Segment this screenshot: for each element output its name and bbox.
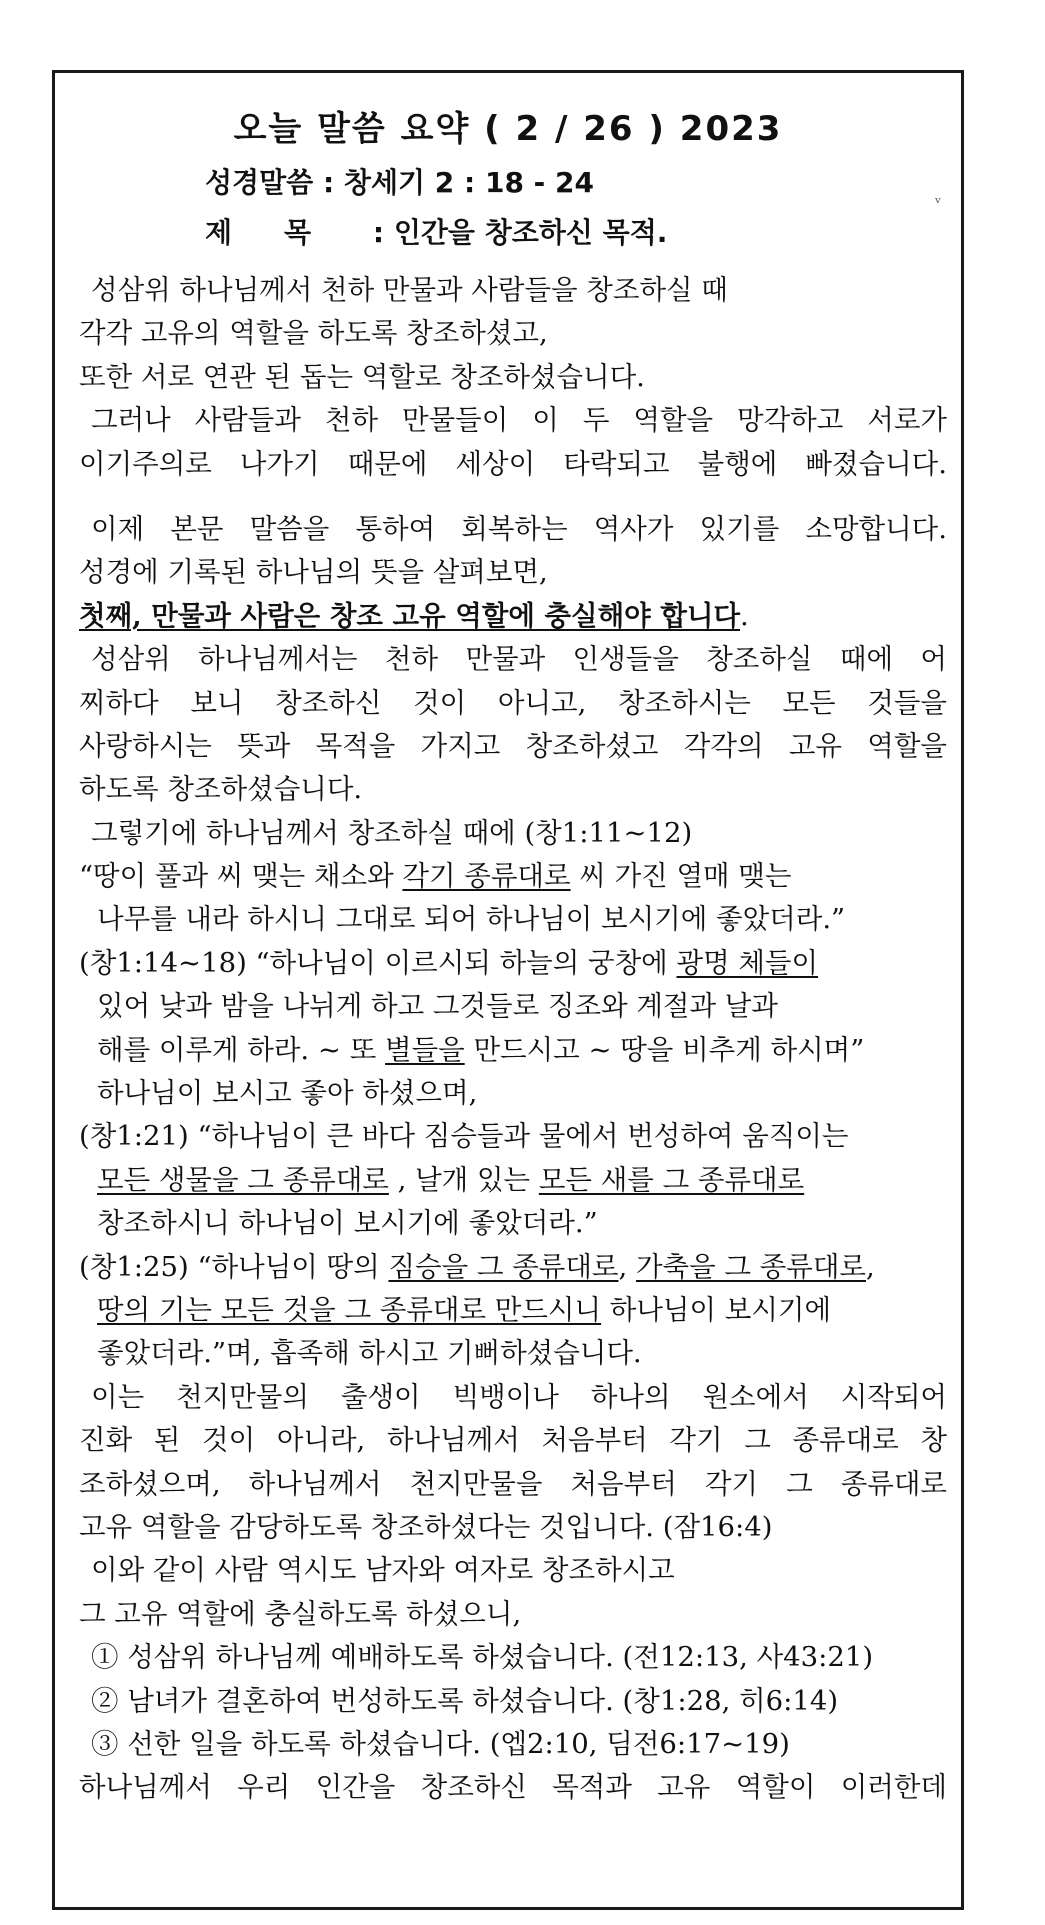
text-line: 성삼위 하나님께서는 천하 만물과 인생들을 창조하실 때에 어	[91, 643, 947, 676]
text-line: 이는 천지만물의 출생이 빅뱅이나 하나의 원소에서 시작되어	[91, 1380, 947, 1413]
text-line: 그러나 사람들과 천하 만물들이 이 두 역할을 망각하고 서로가	[91, 404, 947, 437]
text-line: 찌하다 보니 창조하신 것이 아니고, 창조하시는 모든 것들을	[79, 686, 947, 719]
quote-text: ,	[618, 1250, 636, 1283]
emphasis-period: .	[740, 599, 749, 632]
quote-text: 해를 이루게 하라. ~ 또	[97, 1033, 386, 1066]
subject-label: 제목	[205, 216, 364, 249]
sermon-summary-page	[52, 70, 964, 1910]
subject-separator: :	[363, 216, 394, 249]
text-line: 각각 고유의 역할을 하도록 창조하셨고,	[79, 317, 548, 350]
quote-line	[79, 855, 947, 898]
quote-line: (창1:21) “하나님이 큰 바다 짐승들과 물에서 번성하여 움직이는	[79, 1120, 849, 1153]
underlined-text: 각기 종류대로	[402, 860, 571, 893]
underlined-text: 모든 새를 그 종류대로	[538, 1163, 805, 1196]
underlined-text: 가축을 그 종류대로	[635, 1250, 866, 1283]
underlined-text: 땅의 기는 모든 것을 그 종류대로 만드시니	[97, 1293, 602, 1326]
quote-text: “땅이 풀과 씨 맺는 채소와	[79, 860, 403, 893]
quote-text: ,	[865, 1250, 875, 1283]
underlined-text: 짐승을 그 종류대로	[388, 1250, 619, 1283]
text-line: 또한 서로 연관 된 돕는 역할로 창조하셨습니다.	[79, 360, 645, 393]
emphasis-line	[79, 595, 947, 638]
quote-text: 하나님이 보시기에	[601, 1293, 832, 1326]
quote-text: 만드시고 ~ 땅을 비추게 하시며”	[464, 1033, 865, 1066]
text-line: 하나님이 보시고 좋아 하셨으며,	[97, 1077, 478, 1110]
quote-line	[79, 1289, 947, 1332]
quote-line	[79, 1029, 947, 1072]
underlined-text: 광명 체들이	[676, 946, 819, 979]
text-line: 하나님께서 우리 인간을 창조하신 목적과 고유 역할이 이러한데	[79, 1771, 947, 1804]
text-line: 성삼위 하나님께서 천하 만물과 사람들을 창조하실 때	[91, 274, 728, 306]
scripture-separator: :	[313, 166, 344, 199]
text-line: 그렇기에 하나님께서 창조하실 때에 (창1:11~12)	[91, 816, 693, 849]
quote-line: 창조하시니 하나님이 보시기에 좋았더라.”	[97, 1207, 598, 1240]
text-line: 사랑하시는 뜻과 목적을 가지고 창조하셨고 각각의 고유 역할을	[79, 729, 947, 762]
emphasis-text: 첫째, 만물과 사람은 창조 고유 역할에 충실해야 합니다	[79, 599, 741, 632]
list-item: ③ 선한 일을 하도록 하셨습니다. (엡2:10, 딤전6:17~19)	[91, 1727, 790, 1760]
quote-text: 씨 가진 열매 맺는	[570, 860, 792, 893]
text-line: 좋았더라.”며, 흡족해 하시고 기뻐하셨습니다.	[97, 1337, 642, 1370]
text-line: 조하셨으며, 하나님께서 천지만물을 처음부터 각기 그 종류대로	[79, 1467, 947, 1500]
list-item: ① 성삼위 하나님께 예배하도록 하셨습니다. (전12:13, 사43:21)	[91, 1641, 874, 1674]
text-line: 고유 역할을 감당하도록 창조하셨다는 것입니다. (잠16:4)	[79, 1510, 773, 1543]
page-title: 오늘 말씀 요약 ( 2 / 26 ) 2023	[233, 109, 783, 149]
paragraph-gap	[79, 486, 947, 508]
scripture-reference	[205, 161, 594, 201]
text-line: 진화 된 것이 아니라, 하나님께서 처음부터 각기 그 종류대로 창	[79, 1424, 947, 1457]
quote-text: (창1:25) “하나님이 땅의	[79, 1250, 389, 1283]
quote-line	[79, 1246, 947, 1289]
text-line: 하도록 창조하셨습니다.	[79, 773, 363, 806]
text-line: 그 고유 역할에 충실하도록 하셨으니,	[79, 1597, 522, 1630]
quote-text: (창1:14~18) “하나님이 이르시되 하늘의 궁창에	[79, 946, 677, 979]
text-line: 이제 본문 말씀을 통하여 회복하는 역사가 있기를 소망합니다.	[91, 512, 947, 545]
text-line: 성경에 기록된 하나님의 뜻을 살펴보면,	[79, 556, 548, 589]
scripture-label: 성경말씀	[205, 166, 314, 199]
sermon-subject	[205, 211, 667, 251]
quote-line	[79, 1159, 947, 1202]
margin-mark-icon: ᵛ	[935, 193, 941, 212]
scripture-value: 창세기 2 : 18 - 24	[343, 166, 595, 199]
underlined-text: 모든 생물을 그 종류대로	[97, 1163, 389, 1196]
quote-line: 있어 낮과 밤을 나뉘게 하고 그것들로 징조와 계절과 날과	[97, 990, 778, 1023]
quote-line	[79, 942, 947, 985]
underlined-text: 별들을	[385, 1033, 465, 1066]
text-line: 이와 같이 사람 역시도 남자와 여자로 창조하시고	[91, 1554, 675, 1587]
quote-line: 나무를 내라 하시니 그대로 되어 하나님이 보시기에 좋았더라.”	[97, 903, 846, 936]
subject-value: 인간을 창조하신 목적.	[393, 216, 668, 249]
sermon-body	[79, 269, 947, 1810]
list-item: ② 남녀가 결혼하여 번성하도록 하셨습니다. (창1:28, 히6:14)	[91, 1684, 839, 1717]
quote-text: , 날개 있는	[388, 1163, 539, 1196]
text-line: 이기주의로 나가기 때문에 세상이 타락되고 불행에 빠졌습니다.	[79, 447, 947, 480]
